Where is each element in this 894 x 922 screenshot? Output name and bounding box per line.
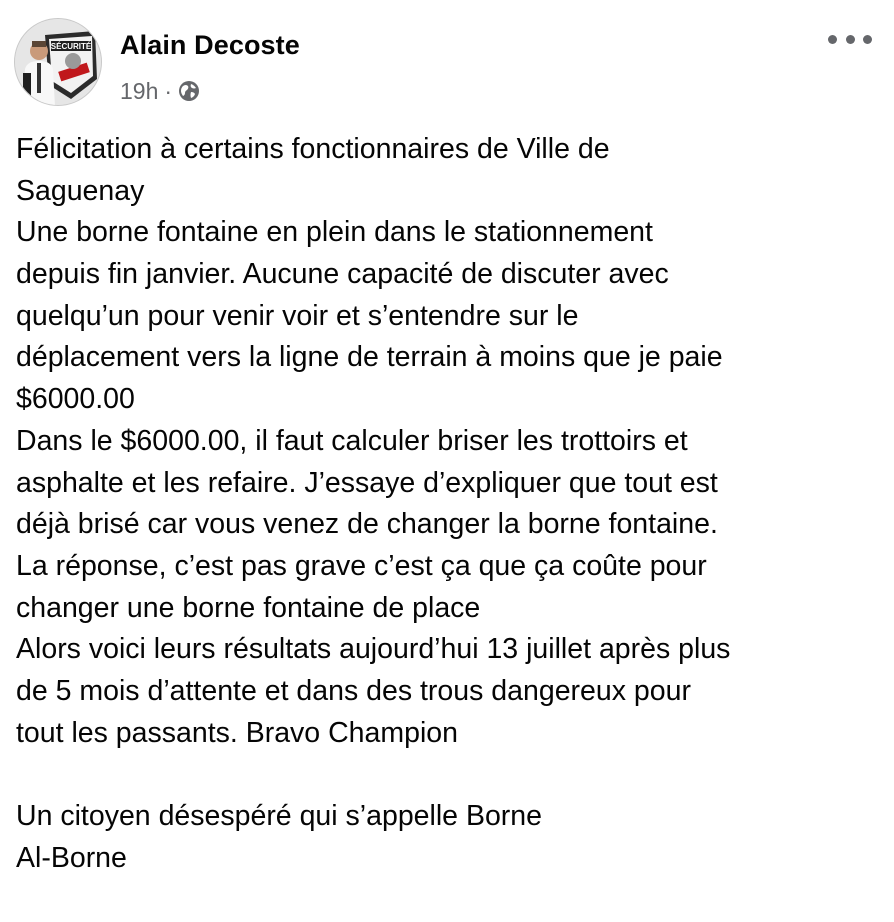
avatar-badge-text: SÉCURITÉ — [50, 42, 92, 51]
post-line: depuis fin janvier. Aucune capacité de discuter avec — [16, 258, 669, 291]
post-line: déjà brisé car vous venez de changer la borne fontaine. — [16, 508, 718, 541]
post-line: déplacement vers la ligne de terrain à moins que je paie — [16, 341, 723, 374]
more-options-icon[interactable] — [828, 28, 872, 50]
post-line: $6000.00 — [16, 383, 135, 416]
meta-separator: · — [164, 77, 173, 104]
post-line: tout les passants. Bravo Champion — [16, 716, 458, 749]
post-line: Un citoyen désespéré qui s’appelle Borne — [16, 800, 542, 832]
more-dot — [863, 35, 872, 44]
avatar[interactable] — [14, 18, 102, 106]
more-dot — [828, 35, 837, 44]
post-line: La réponse, c’est pas grave c’est ça que ça coûte pour — [16, 549, 707, 582]
blank-line — [16, 754, 882, 796]
post-line: Al-Borne — [16, 841, 127, 874]
post-line: asphalte et les refaire. J’essaye d’expliquer que tout est — [16, 466, 718, 499]
avatar-image — [15, 19, 102, 106]
post-time[interactable]: 19h — [120, 77, 159, 104]
post-line: Dans le $6000.00, il faut calculer briser les trottoirs et — [16, 424, 688, 457]
post-text — [16, 129, 882, 879]
post-line: Une borne fontaine en plein dans le stationnement — [16, 216, 653, 249]
post-header — [14, 18, 880, 108]
post-line: changer une borne fontaine de place — [16, 591, 481, 624]
post-line: de 5 mois d’attente et dans des trous dangereux pour — [16, 674, 691, 707]
post-line: quelqu’un pour venir voir et s’entendre sur le — [16, 299, 579, 332]
more-dot — [846, 35, 855, 44]
post-meta — [120, 76, 200, 106]
post-line: Saguenay — [16, 174, 145, 207]
post-line: Alors voici leurs résultats aujourd’hui 13 juillet après plus — [16, 633, 731, 666]
post-line: Félicitation à certains fonctionnaires de Ville de — [16, 133, 610, 165]
globe-icon[interactable] — [178, 80, 200, 102]
author-name[interactable]: Alain Decoste — [120, 30, 300, 60]
